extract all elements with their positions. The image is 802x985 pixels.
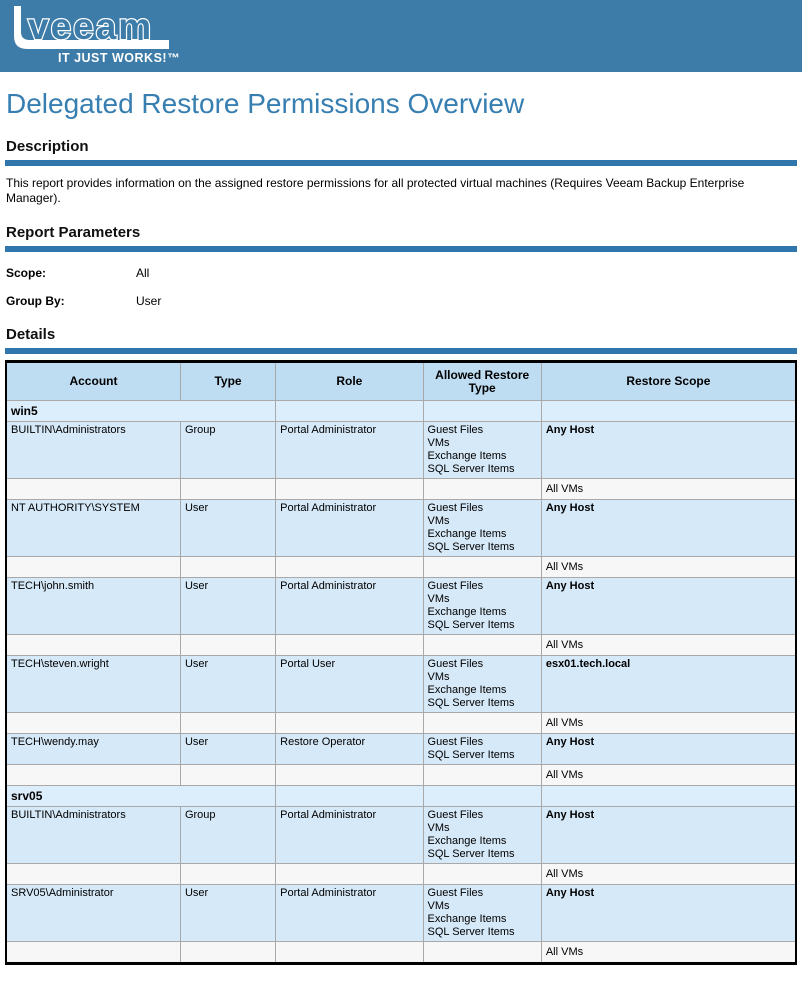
allowed-restore-type-line: SQL Server Items (427, 926, 515, 938)
role-cell: Portal Administrator (276, 885, 423, 942)
scope-detail-cell: All VMs (541, 942, 796, 964)
param-row-scope (6, 266, 797, 280)
allowed-restore-type-line: VMs (427, 515, 450, 527)
column-header-3: Allowed Restore Type (423, 362, 541, 401)
group-empty-cell (276, 786, 423, 807)
account-cell: TECH\wendy.may (6, 734, 180, 765)
param-row-group-by (6, 294, 797, 308)
type-cell: User (180, 885, 275, 942)
group-empty-cell (541, 786, 796, 807)
empty-cell (276, 635, 423, 656)
group-empty-cell (276, 401, 423, 422)
entry-row (6, 885, 796, 942)
veeam-logo (8, 4, 198, 68)
table-header-row (6, 362, 796, 401)
role-cell: Portal Administrator (276, 807, 423, 864)
allowed-restore-type-line: VMs (427, 900, 450, 912)
scope-detail-cell: All VMs (541, 864, 796, 885)
allowed-restore-type-cell (423, 500, 541, 557)
scope-detail-row (6, 864, 796, 885)
empty-cell (276, 765, 423, 786)
role-cell: Portal User (276, 656, 423, 713)
role-cell: Restore Operator (276, 734, 423, 765)
empty-cell (6, 479, 180, 500)
scope-detail-cell: All VMs (541, 479, 796, 500)
group-empty-cell (423, 401, 541, 422)
allowed-restore-type-line: Exchange Items (427, 913, 507, 925)
description-heading: Description (6, 138, 89, 155)
scope-detail-row (6, 942, 796, 964)
restore-scope-cell: Any Host (541, 734, 796, 765)
report-parameters (6, 266, 797, 308)
empty-cell (6, 713, 180, 734)
allowed-restore-type-line: Exchange Items (427, 606, 507, 618)
scope-label: Scope: (6, 266, 47, 280)
scope-detail-cell: All VMs (541, 765, 796, 786)
role-cell: Portal Administrator (276, 422, 423, 479)
entry-row (6, 578, 796, 635)
empty-cell (423, 713, 541, 734)
details-divider (5, 348, 797, 354)
report-parameters-heading: Report Parameters (6, 224, 141, 241)
empty-cell (6, 942, 180, 964)
column-header-1: Type (180, 362, 275, 401)
empty-cell (423, 557, 541, 578)
group-name: srv05 (6, 786, 276, 807)
allowed-restore-type-line: SQL Server Items (427, 463, 515, 475)
allowed-restore-type-line: Exchange Items (427, 450, 507, 462)
empty-cell (6, 557, 180, 578)
allowed-restore-type-cell (423, 807, 541, 864)
empty-cell (180, 864, 275, 885)
allowed-restore-type-line: Guest Files (427, 809, 484, 821)
details-heading: Details (6, 326, 56, 343)
restore-scope-cell: Any Host (541, 807, 796, 864)
allowed-restore-type-line: SQL Server Items (427, 541, 515, 553)
report-parameters-divider (5, 246, 797, 252)
empty-cell (276, 479, 423, 500)
scope-detail-cell: All VMs (541, 635, 796, 656)
allowed-restore-type-cell (423, 734, 541, 765)
scope-detail-cell: All VMs (541, 557, 796, 578)
empty-cell (276, 942, 423, 964)
allowed-restore-type-line: Guest Files (427, 887, 484, 899)
account-cell: BUILTIN\Administrators (6, 807, 180, 864)
account-cell: TECH\john.smith (6, 578, 180, 635)
allowed-restore-type-line: Guest Files (427, 424, 484, 436)
empty-cell (276, 713, 423, 734)
description-divider (5, 160, 797, 166)
allowed-restore-type-line: Guest Files (427, 658, 484, 670)
entry-row (6, 734, 796, 765)
type-cell: User (180, 500, 275, 557)
group-by-value: User (136, 294, 162, 308)
veeam-banner (0, 0, 802, 72)
empty-cell (423, 942, 541, 964)
restore-scope-cell: esx01.tech.local (541, 656, 796, 713)
details-table (5, 360, 797, 965)
allowed-restore-type-line: SQL Server Items (427, 697, 515, 709)
type-cell: User (180, 734, 275, 765)
allowed-restore-type-line: Exchange Items (427, 835, 507, 847)
type-cell: Group (180, 422, 275, 479)
scope-detail-row (6, 479, 796, 500)
allowed-restore-type-line: SQL Server Items (427, 848, 515, 860)
empty-cell (6, 765, 180, 786)
group-by-label: Group By: (6, 294, 65, 308)
empty-cell (276, 557, 423, 578)
empty-cell (180, 557, 275, 578)
scope-detail-row (6, 635, 796, 656)
role-cell: Portal Administrator (276, 500, 423, 557)
column-header-2: Role (276, 362, 423, 401)
group-empty-cell (423, 786, 541, 807)
scope-detail-row (6, 557, 796, 578)
empty-cell (276, 864, 423, 885)
allowed-restore-type-line: VMs (427, 671, 450, 683)
empty-cell (180, 713, 275, 734)
entry-row (6, 422, 796, 479)
allowed-restore-type-cell (423, 422, 541, 479)
empty-cell (6, 864, 180, 885)
allowed-restore-type-line: Guest Files (427, 736, 484, 748)
logo-tagline: IT JUST WORKS!™ (58, 51, 181, 65)
account-cell: NT AUTHORITY\SYSTEM (6, 500, 180, 557)
restore-scope-cell: Any Host (541, 885, 796, 942)
allowed-restore-type-line: Exchange Items (427, 528, 507, 540)
allowed-restore-type-line: Exchange Items (427, 684, 507, 696)
empty-cell (423, 765, 541, 786)
restore-scope-cell: Any Host (541, 578, 796, 635)
page-title: Delegated Restore Permissions Overview (6, 88, 525, 119)
account-cell: BUILTIN\Administrators (6, 422, 180, 479)
entry-row (6, 500, 796, 557)
allowed-restore-type-line: VMs (427, 822, 450, 834)
allowed-restore-type-cell (423, 578, 541, 635)
allowed-restore-type-line: VMs (427, 437, 450, 449)
type-cell: User (180, 578, 275, 635)
empty-cell (423, 864, 541, 885)
allowed-restore-type-line: SQL Server Items (427, 749, 515, 761)
empty-cell (180, 765, 275, 786)
allowed-restore-type-line: VMs (427, 593, 450, 605)
empty-cell (423, 635, 541, 656)
empty-cell (423, 479, 541, 500)
restore-scope-cell: Any Host (541, 422, 796, 479)
column-header-4: Restore Scope (541, 362, 796, 401)
group-row-srv05 (6, 786, 796, 807)
allowed-restore-type-cell (423, 885, 541, 942)
allowed-restore-type-line: Guest Files (427, 580, 484, 592)
scope-detail-row (6, 713, 796, 734)
type-cell: Group (180, 807, 275, 864)
logo-wordmark: veeam (28, 6, 154, 47)
role-cell: Portal Administrator (276, 578, 423, 635)
allowed-restore-type-cell (423, 656, 541, 713)
account-cell: SRV05\Administrator (6, 885, 180, 942)
empty-cell (180, 942, 275, 964)
empty-cell (180, 479, 275, 500)
report-body (0, 88, 802, 965)
scope-value: All (136, 266, 150, 280)
restore-scope-cell: Any Host (541, 500, 796, 557)
group-name: win5 (6, 401, 276, 422)
description-text: This report provides information on the assigned restore permissions for all protected virtual machines (Requires Veeam Backup Enterprise Manager). (6, 176, 745, 205)
scope-detail-row (6, 765, 796, 786)
group-row-win5 (6, 401, 796, 422)
column-header-0: Account (6, 362, 180, 401)
account-cell: TECH\steven.wright (6, 656, 180, 713)
entry-row (6, 656, 796, 713)
entry-row (6, 807, 796, 864)
empty-cell (6, 635, 180, 656)
group-empty-cell (541, 401, 796, 422)
scope-detail-cell: All VMs (541, 713, 796, 734)
allowed-restore-type-line: Guest Files (427, 502, 484, 514)
allowed-restore-type-line: SQL Server Items (427, 619, 515, 631)
empty-cell (180, 635, 275, 656)
type-cell: User (180, 656, 275, 713)
